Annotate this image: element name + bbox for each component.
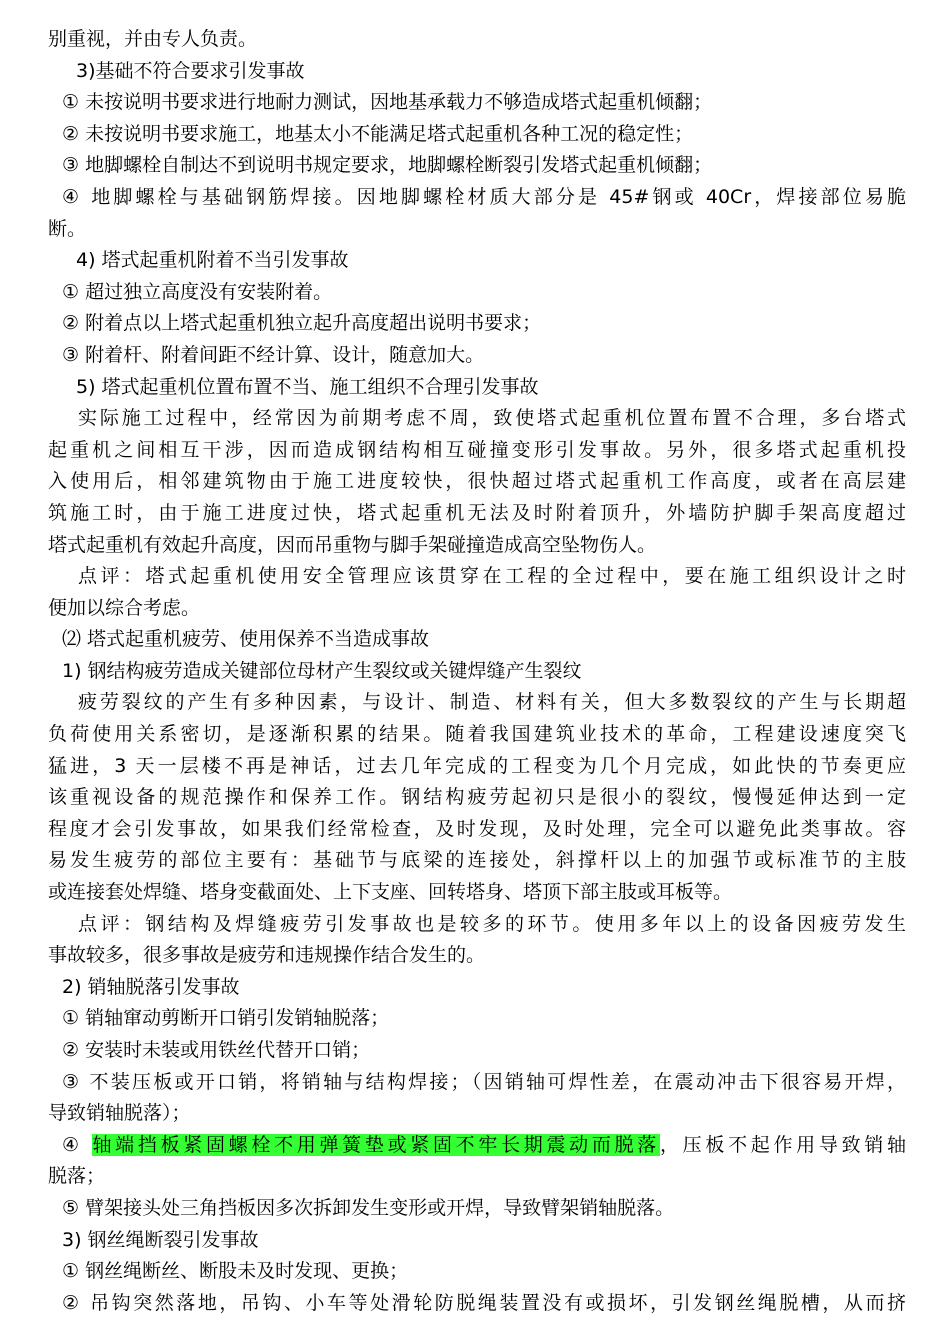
paragraph-line: 程度才会引发事故，如果我们经常检查，及时发现，及时处理，完全可以避免此类事故。容 [48, 817, 906, 840]
comment-line: 便加以综合考虑。 [48, 596, 201, 619]
text-line: 断。 [48, 217, 87, 240]
list-item: ② 吊钩突然落地，吊钩、小车等处滑轮防脱绳装置没有或损坏，引发钢丝绳脱槽，从而挤 [62, 1291, 906, 1314]
list-item: ③ 地脚螺栓自制达不到说明书规定要求，地脚螺栓断裂引发塔式起重机倾翻； [62, 154, 713, 177]
paragraph-line: 入使用后，相邻建筑物由于施工进度较快，很快超过塔式起重机工作高度，或者在高层建 [48, 470, 906, 493]
list-item-highlighted [48, 1130, 906, 1162]
comment-line: 事故较多，很多事故是疲劳和违规操作结合发生的。 [48, 944, 486, 967]
list-item: ① 超过独立高度没有安装附着。 [62, 280, 333, 303]
section-heading: ⑵ 塔式起重机疲劳、使用保养不当造成事故 [62, 628, 430, 651]
paragraph-line: 猛进，3 天一层楼不再是神话，过去几年完成的工程变为几个月完成，如此快的节奏更应 [48, 754, 906, 777]
section-heading: 3)基础不符合要求引发事故 [76, 59, 305, 82]
paragraph-line: 该重视设备的规范操作和保养工作。钢结构疲劳起初只是很小的裂纹，慢慢延伸达到一定 [48, 786, 906, 809]
highlighted-text: 轴端挡板紧固螺栓不用弹簧垫或紧固不牢长期震动而脱落 [92, 1133, 660, 1156]
list-item: ② 附着点以上塔式起重机独立起升高度超出说明书要求； [62, 312, 542, 335]
paragraph-line: 负荷使用关系密切，是逐渐积累的结果。随着我国建筑业技术的革命，工程建设速度突飞 [48, 723, 906, 746]
text-line: 别重视，并由专人负责。 [48, 28, 258, 50]
section-heading: 1) 钢结构疲劳造成关键部位母材产生裂纹或关键焊缝产生裂纹 [62, 659, 582, 682]
list-item: ② 安装时未装或用铁丝代替开口销； [62, 1039, 371, 1061]
text-line: 导致销轴脱落）； [48, 1102, 191, 1125]
paragraph-line: 易发生疲劳的部位主要有：基础节与底梁的连接处，斜撑杆以上的加强节或标准节的主肢 [48, 849, 906, 872]
paragraph-line: 起重机之间相互干涉，因而造成钢结构相互碰撞变形引发事故。另外，很多塔式起重机投 [48, 438, 906, 461]
paragraph-line: 疲劳裂纹的产生有多种因素，与设计、制造、材料有关，但大多数裂纹的产生与长期超 [78, 691, 906, 714]
section-heading: 3) 钢丝绳断裂引发事故 [62, 1228, 259, 1251]
section-heading: 5) 塔式起重机位置布置不当、施工组织不合理引发事故 [76, 375, 539, 398]
text-segment: ，压板不起作用导致销轴 [659, 1133, 906, 1156]
section-heading: 4) 塔式起重机附着不当引发事故 [76, 249, 349, 272]
list-marker: ④ [62, 1133, 93, 1156]
section-heading: 2) 销轴脱落引发事故 [62, 975, 240, 998]
paragraph-line: 实际施工过程中，经常因为前期考虑不周，致使塔式起重机位置布置不合理，多台塔式 [78, 407, 906, 430]
comment-line: 点评：塔式起重机使用安全管理应该贯穿在工程的全过程中，要在施工组织设计之时 [78, 565, 906, 588]
paragraph-line: 筑施工时，由于施工进度过快，塔式起重机无法及时附着顶升，外墙防护脚手架高度超过 [48, 501, 906, 524]
list-item: ① 销轴窜动剪断开口销引发销轴脱落； [62, 1007, 390, 1030]
paragraph-line: 或连接套处焊缝、塔身变截面处、上下支座、回转塔身、塔顶下部主肢或耳板等。 [48, 881, 733, 904]
list-item: ① 未按说明书要求进行地耐力测试，因地基承载力不够造成塔式起重机倾翻； [62, 91, 713, 114]
text-line: 脱落； [48, 1165, 106, 1188]
list-item: ③ 不装压板或开口销，将销轴与结构焊接；（因销轴可焊性差，在震动冲击下很容易开焊， [62, 1070, 906, 1093]
comment-line: 点评：钢结构及焊缝疲劳引发事故也是较多的环节。使用多年以上的设备因疲劳发生 [78, 912, 906, 935]
list-item: ① 钢丝绳断丝、断股未及时发现、更换； [62, 1260, 409, 1283]
list-item: ② 未按说明书要求施工，地基太小不能满足塔式起重机各种工况的稳定性； [62, 122, 694, 145]
list-item: ⑤ 臂架接头处三角挡板因多次拆卸发生变形或开焊，导致臂架销轴脱落。 [62, 1196, 675, 1219]
paragraph-line: 塔式起重机有效起升高度，因而吊重物与脚手架碰撞造成高空坠物伤人。 [48, 533, 657, 556]
list-item: ③ 附着杆、附着间距不经计算、设计，随意加大。 [62, 343, 485, 366]
list-item: ④ 地脚螺栓与基础钢筋焊接。因地脚螺栓材质大部分是 45#钢或 40Cr，焊接部位易脆 [62, 185, 906, 208]
